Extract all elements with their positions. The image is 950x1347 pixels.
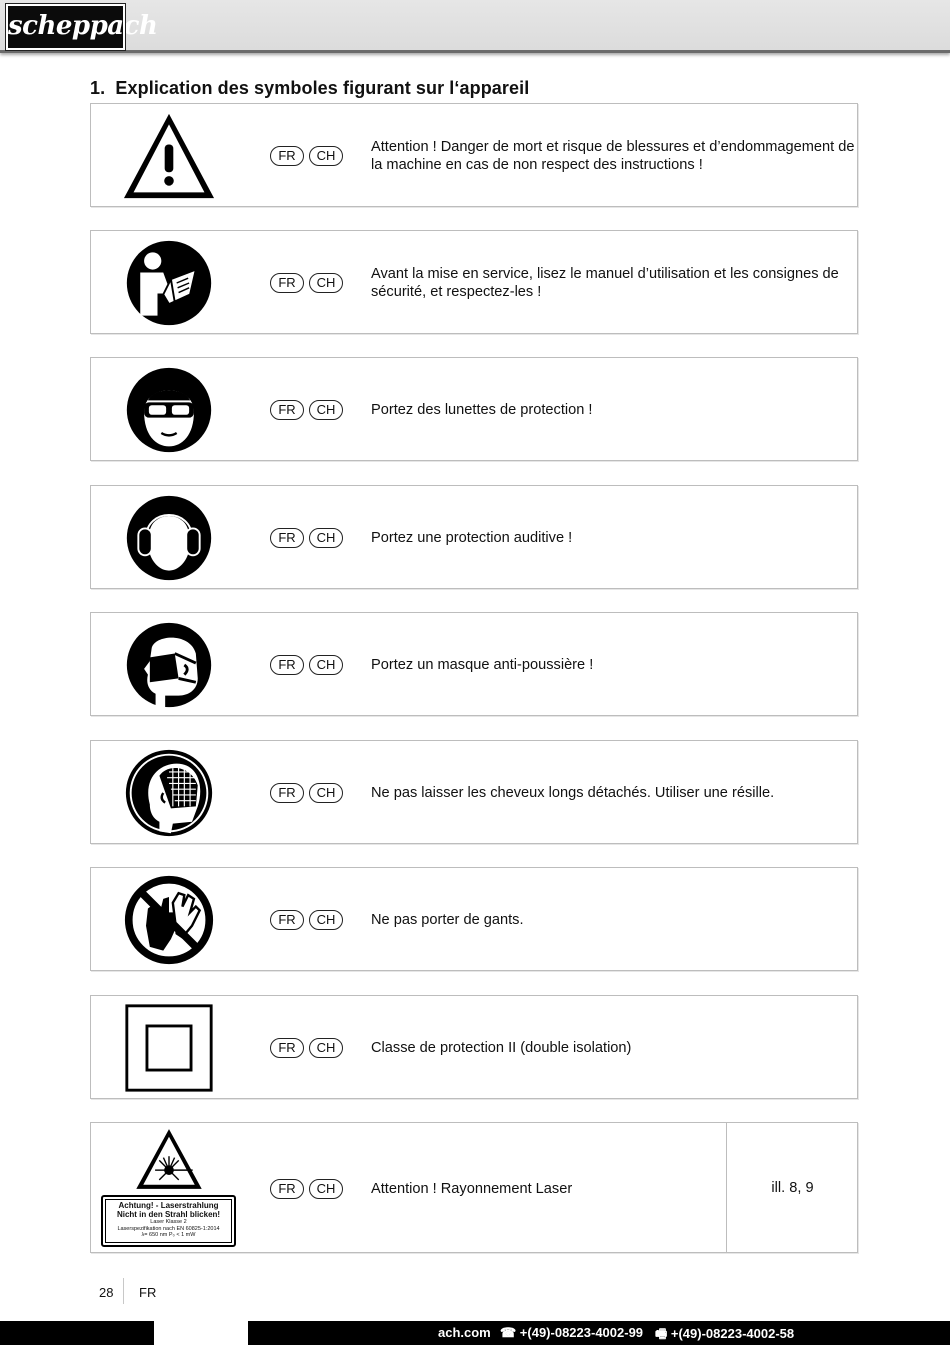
footer-divider	[123, 1278, 124, 1304]
symbol-description: Attention ! Danger de mort et risque de blessures et d’endommagement de la machine en cas de non respect des instructions !	[371, 139, 855, 173]
language-badges	[270, 1179, 343, 1199]
symbol-description: Attention ! Rayonnement Laser	[371, 1181, 573, 1197]
laser-label-line3: Laser Klasse 2	[150, 1219, 187, 1226]
phone-number: ☎ +(49)-08223-4002-99	[500, 1325, 644, 1340]
brand-logo-text: scheppach	[8, 11, 158, 41]
symbol-description: Portez des lunettes de protection !	[371, 402, 593, 418]
badge-fr: FR	[270, 910, 304, 930]
language-badges	[270, 146, 343, 166]
safety-goggles-icon	[121, 364, 217, 456]
brand-logo	[6, 4, 158, 50]
symbol-description: Portez une protection auditive !	[371, 530, 573, 546]
badge-ch: CH	[309, 528, 343, 548]
badge-fr: FR	[270, 528, 304, 548]
ear-protection-icon	[121, 492, 217, 584]
figure-reference: ill. 8, 9	[771, 1180, 814, 1196]
badge-ch: CH	[309, 1038, 343, 1058]
badge-ch: CH	[309, 400, 343, 420]
page-number: 28	[99, 1285, 114, 1300]
symbol-description: Ne pas laisser les cheveux longs détachés. Utiliser une résille.	[371, 785, 775, 801]
badge-fr: FR	[270, 1179, 304, 1199]
symbol-row-manual	[90, 230, 858, 334]
section-title	[90, 78, 529, 99]
badge-ch: CH	[309, 910, 343, 930]
page-language: FR	[139, 1285, 157, 1300]
protection-class-2-icon	[121, 1002, 217, 1094]
dust-mask-icon	[121, 619, 217, 711]
laser-label-line2: Nicht in den Strahl blicken!	[116, 1209, 221, 1219]
badge-fr: FR	[270, 655, 304, 675]
warning-triangle-icon	[121, 110, 217, 202]
symbol-description: Classe de protection II (double isolation)	[371, 1040, 632, 1056]
symbol-row-hairnet	[90, 740, 858, 844]
language-badges	[270, 528, 343, 548]
badge-ch: CH	[309, 273, 343, 293]
symbol-row-ear-protection	[90, 485, 858, 589]
language-badges	[270, 1038, 343, 1058]
contact-bar-gap	[154, 1321, 248, 1345]
symbol-row-warning	[90, 103, 858, 207]
section-title-text: Explication des symboles figurant sur l‘appareil	[115, 78, 530, 98]
no-gloves-icon	[121, 874, 217, 966]
badge-fr: FR	[270, 783, 304, 803]
laser-class-label	[101, 1195, 236, 1247]
symbol-row-protection-class	[90, 995, 858, 1099]
badge-fr: FR	[270, 146, 304, 166]
fax-number: 🖷 +(49)-08223-4002-58	[655, 1326, 795, 1341]
badge-ch: CH	[309, 1179, 343, 1199]
website-link[interactable]: ach.com	[438, 1325, 491, 1340]
laser-label-line5: λ= 650 nm P₀ < 1 mW	[141, 1232, 196, 1239]
symbol-row-goggles	[90, 357, 858, 461]
badge-fr: FR	[270, 400, 304, 420]
badge-ch: CH	[309, 783, 343, 803]
language-badges	[270, 783, 343, 803]
section-number: 1.	[90, 78, 106, 98]
symbol-row-dust-mask	[90, 612, 858, 716]
symbol-row-no-gloves	[90, 867, 858, 971]
laser-label-line4: Laserspezifikation nach EN 60825-1:2014	[117, 1225, 220, 1232]
symbol-description: Ne pas porter de gants.	[371, 912, 524, 928]
symbol-description: Portez un masque anti-poussière !	[371, 657, 594, 673]
badge-fr: FR	[270, 273, 304, 293]
read-manual-icon	[121, 237, 217, 329]
badge-fr: FR	[270, 1038, 304, 1058]
laser-label-line1: Achtung! - Laserstrahlung	[118, 1201, 219, 1210]
badge-ch: CH	[309, 146, 343, 166]
symbol-row-laser	[90, 1122, 858, 1253]
language-badges	[270, 400, 343, 420]
laser-warning-icon	[134, 1127, 204, 1191]
badge-ch: CH	[309, 655, 343, 675]
figure-reference-cell	[726, 1123, 858, 1252]
language-badges	[270, 655, 343, 675]
hairnet-icon	[121, 747, 217, 839]
language-badges	[270, 273, 343, 293]
language-badges	[270, 910, 343, 930]
header-bar	[0, 0, 950, 53]
symbol-description: Avant la mise en service, lisez le manuel d’utilisation et les consignes de sécurité, et respectez-les !	[371, 266, 839, 300]
